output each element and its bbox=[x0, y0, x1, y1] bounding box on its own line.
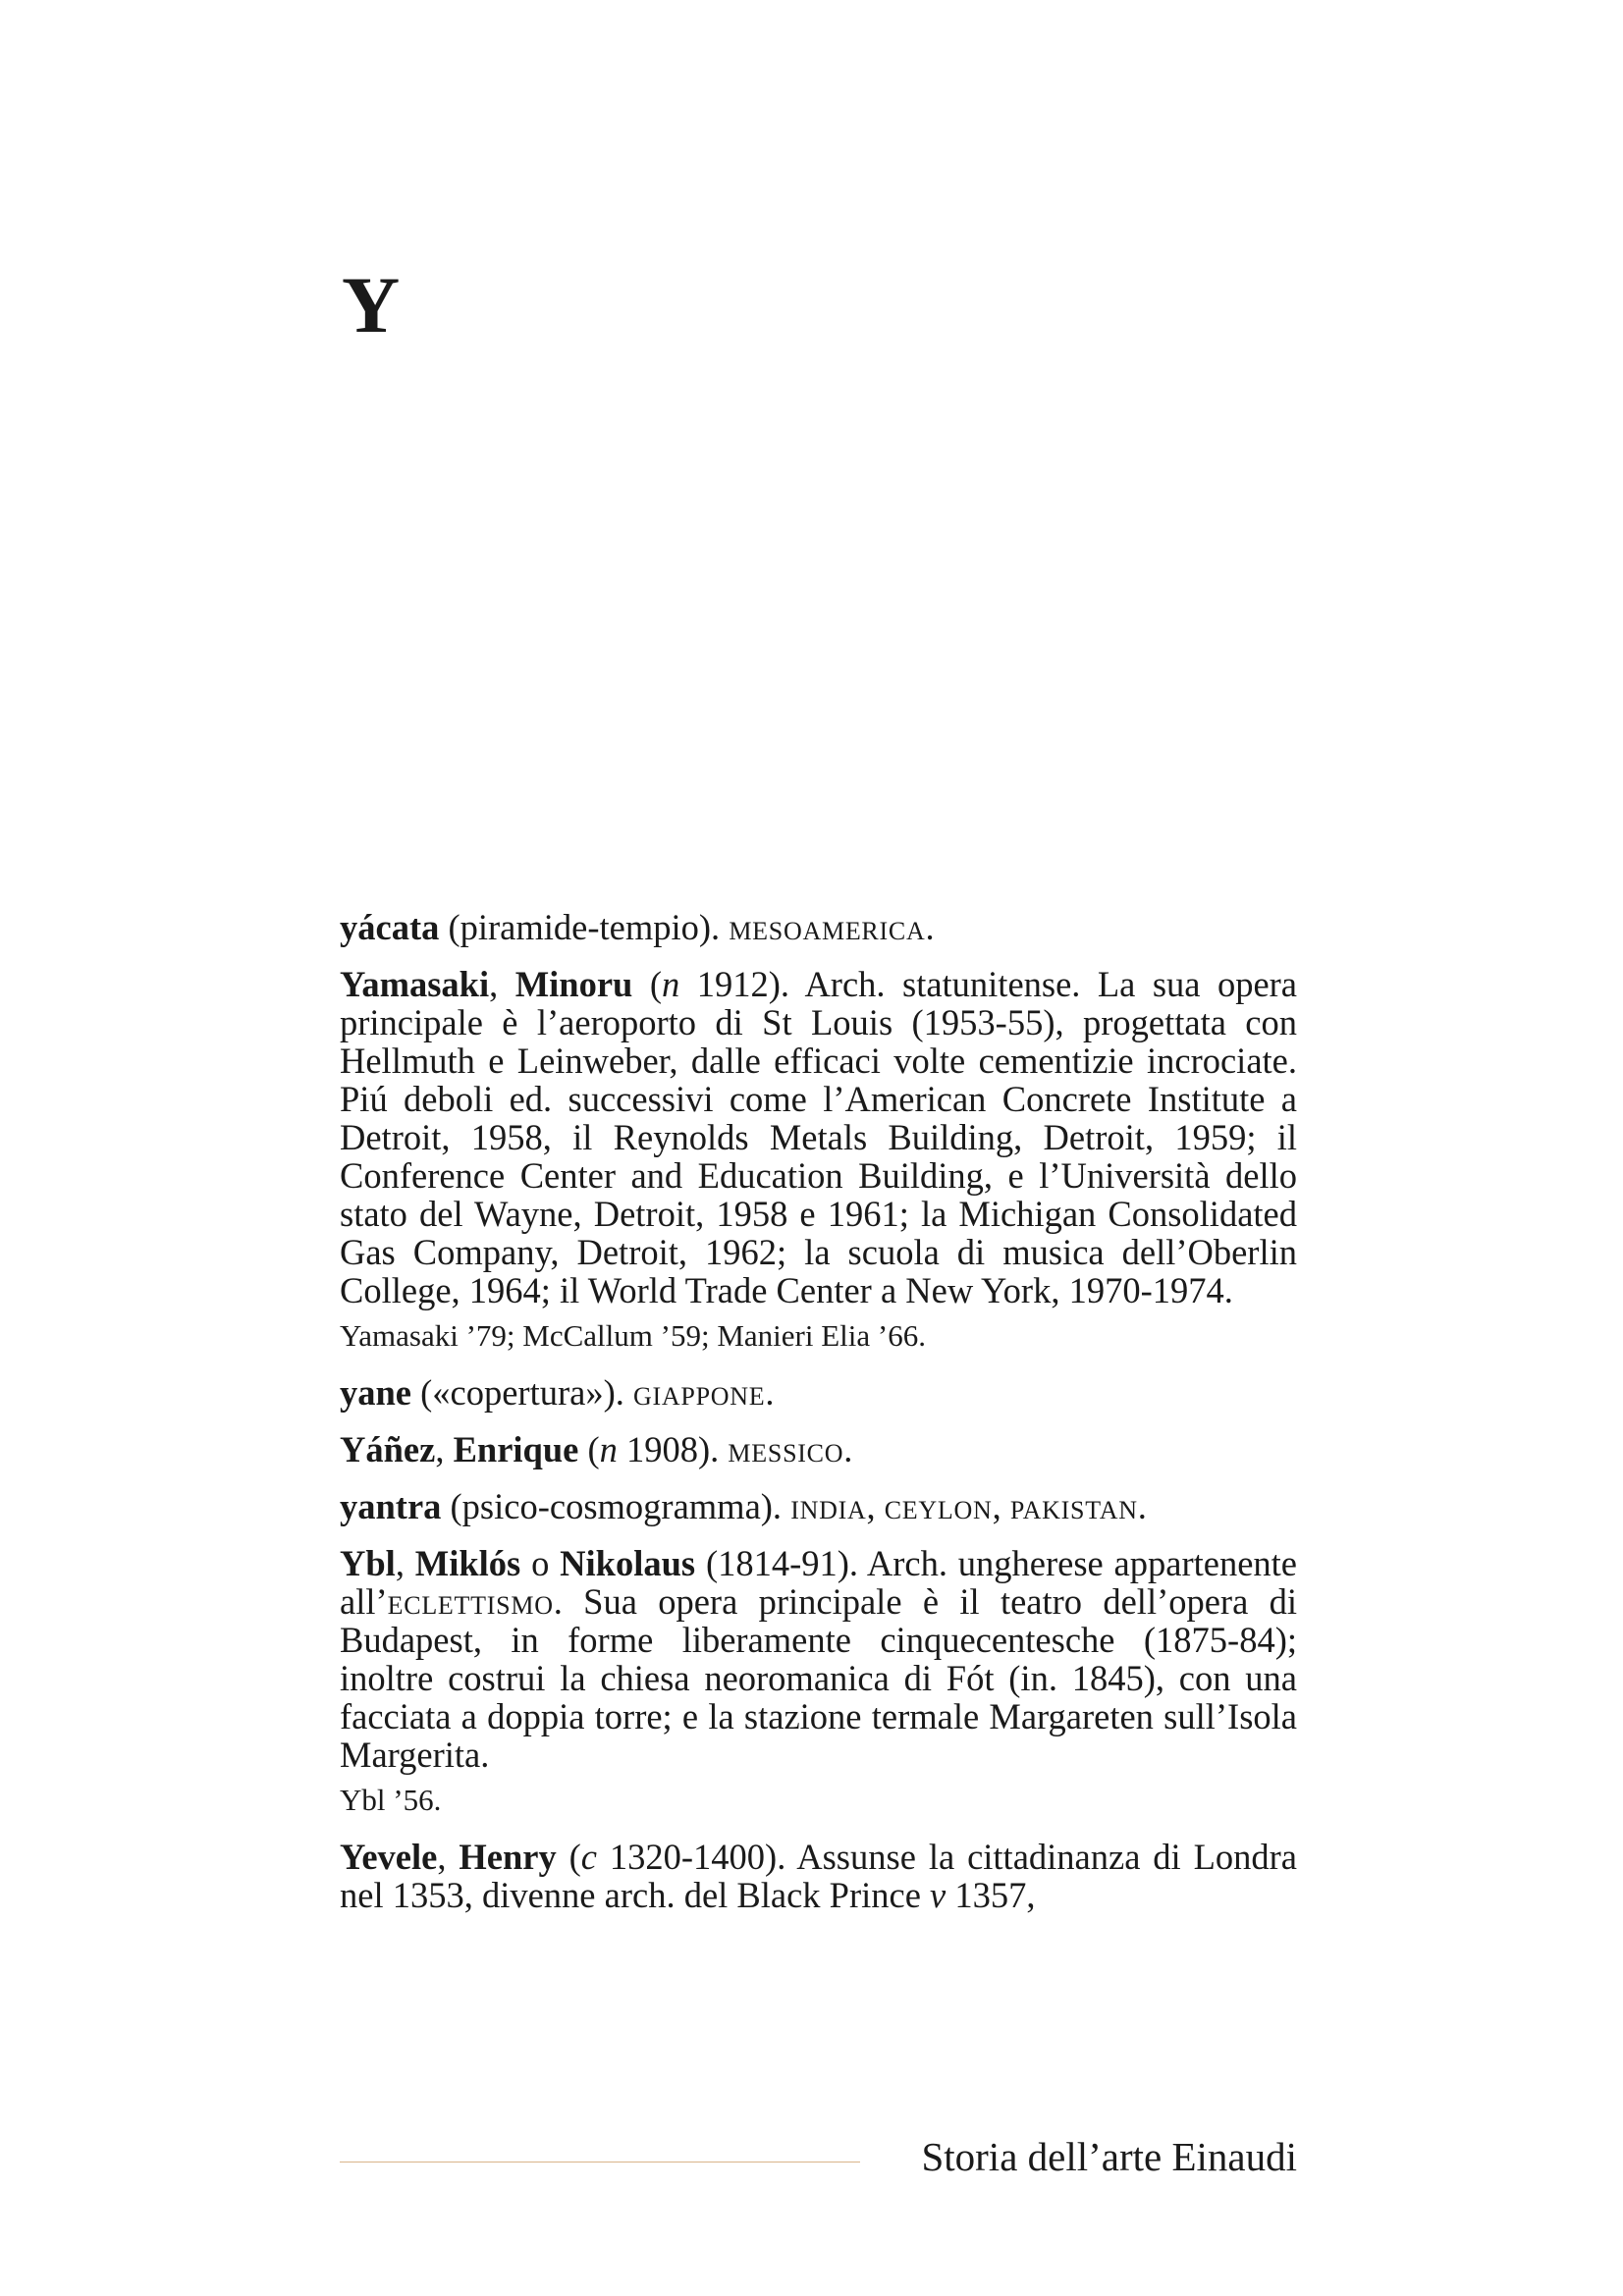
entry-text: Assunse la cittadinanza di Londra nel 1353, divenne arch. del Black Prince bbox=[340, 1837, 1298, 1915]
entry-text: («copertura»). bbox=[411, 1372, 633, 1413]
entry-yamasaki bbox=[340, 965, 1297, 1309]
entry-text: . bbox=[843, 1429, 853, 1469]
entry-yevele bbox=[340, 1838, 1297, 1914]
entry-punct: , bbox=[489, 964, 515, 1004]
born-abbrev: n bbox=[662, 964, 680, 1004]
entry-headword: yane bbox=[340, 1372, 411, 1413]
entry-dates: (1814-91). bbox=[695, 1543, 867, 1583]
cross-reference: india bbox=[790, 1486, 867, 1526]
entry-punct: ( bbox=[632, 964, 662, 1004]
entry-text: . bbox=[1137, 1486, 1147, 1526]
entry-dates: 1320-1400). bbox=[596, 1837, 797, 1877]
entry-punct: ( bbox=[556, 1837, 581, 1877]
cross-reference: eclettismo bbox=[387, 1581, 554, 1622]
entry-yantra bbox=[340, 1487, 1297, 1525]
entry-ybl bbox=[340, 1544, 1297, 1774]
circa-abbrev: c bbox=[580, 1837, 597, 1877]
entry-text: . bbox=[765, 1372, 775, 1413]
entry-text: Arch. ungherese appartenente all’ bbox=[340, 1543, 1297, 1622]
entry-headword: yantra bbox=[340, 1486, 442, 1526]
entry-punct: , bbox=[992, 1486, 1010, 1526]
born-abbrev: n bbox=[599, 1429, 618, 1469]
entry-text: . bbox=[925, 907, 935, 947]
entry-punct: , bbox=[437, 1837, 460, 1877]
entry-yane bbox=[340, 1373, 1297, 1412]
entry-surname: Yevele bbox=[340, 1837, 438, 1877]
entry-dates: 1908). bbox=[617, 1429, 729, 1469]
footer-title: Storia dell’arte Einaudi bbox=[921, 2134, 1297, 2179]
cross-reference: giappone bbox=[633, 1372, 766, 1413]
entry-text: . Sua opera principale è il teatro dell’opera di Budapest, in forme liberamente cinquecentesche (1875-84); inoltre costrui la chiesa neoromanica di Fót (in. 1845), con una facciata a doppia torre; e la stazione termale Margareten sull’Isola Margerita. bbox=[340, 1581, 1297, 1775]
entry-surname: Ybl bbox=[340, 1543, 396, 1583]
entry-headword: yácata bbox=[340, 907, 440, 947]
entry-punct: , bbox=[435, 1429, 454, 1469]
bibliography-citation: Ybl ’56. bbox=[340, 1783, 442, 1817]
entry-punct: , bbox=[866, 1486, 885, 1526]
entry-text: Arch. statunitense. La sua opera principale è l’aeroporto di St Louis (1953-55), progettata con Hellmuth e Leinweber, dalle efficaci volte cementizie incrociate. Piú deboli ed. successivi come l’American Concrete Institute a Detroit, 1958, il Reynolds Metals Building, Detroit, 1959; il Conference Center and Education Building, e l’Università dello stato del Wayne, Detroit, 1958 e 1961; la Michigan Consolidated Gas Company, Detroit, 1962; la scuola di musica dell’Oberlin College, 1964; il World Trade Center a New York, 1970-1974. bbox=[340, 964, 1298, 1310]
entry-text: 1357, bbox=[946, 1875, 1036, 1915]
entry-surname: Yamasaki bbox=[340, 964, 490, 1004]
cross-reference: pakistan bbox=[1009, 1486, 1138, 1526]
dictionary-entries bbox=[340, 908, 1297, 1933]
entry-given-name: Minoru bbox=[514, 964, 633, 1004]
bibliography-citation: Yamasaki ’79; McCallum ’59; Manieri Elia ’66. bbox=[340, 1318, 926, 1353]
verso-abbrev: v bbox=[930, 1875, 947, 1915]
footer-rule bbox=[340, 2162, 860, 2163]
entry-punct: ( bbox=[578, 1429, 600, 1469]
entry-dates: 1912). bbox=[679, 964, 805, 1004]
entry-given-name: Miklós bbox=[414, 1543, 521, 1583]
entry-given-name: Henry bbox=[459, 1837, 557, 1877]
cross-reference: mesoamerica bbox=[729, 907, 926, 947]
entry-punct: , bbox=[395, 1543, 415, 1583]
page-footer bbox=[340, 2132, 1297, 2181]
cross-reference: messico bbox=[728, 1429, 844, 1469]
cross-reference: ceylon bbox=[884, 1486, 993, 1526]
entry-surname: Yáñez bbox=[340, 1429, 436, 1469]
entry-given-name: Enrique bbox=[453, 1429, 579, 1469]
section-letter: Y bbox=[342, 260, 401, 349]
entry-text: (psico-cosmogramma). bbox=[441, 1486, 791, 1526]
entry-text: (piramide-tempio). bbox=[439, 907, 730, 947]
entry-punct: o bbox=[520, 1543, 561, 1583]
entry-yacata bbox=[340, 908, 1297, 946]
entry-alt-name: Nikolaus bbox=[560, 1543, 696, 1583]
entry-yanez bbox=[340, 1430, 1297, 1468]
